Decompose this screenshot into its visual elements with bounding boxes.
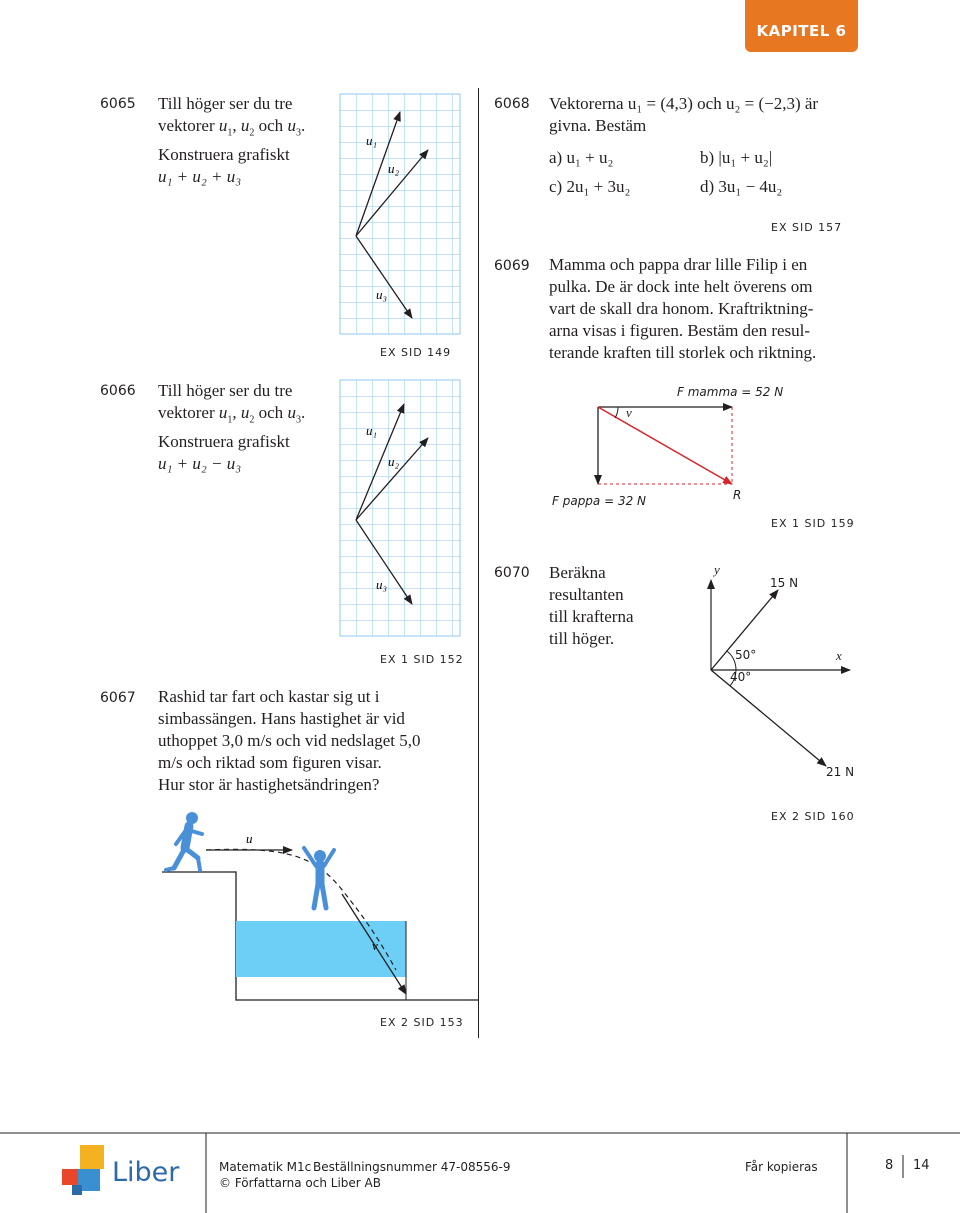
problem-number: 6069	[494, 258, 530, 274]
exercise-reference: EX SID 149	[380, 346, 452, 359]
force-21N-arrow	[711, 670, 826, 766]
logo-square-darkblue	[72, 1185, 82, 1195]
problem-text-line: Konstruera grafiskt	[158, 432, 290, 452]
subproblem-d: d) 3u₁ − 4u₂	[700, 177, 783, 196]
label-y-axis: y	[714, 562, 720, 577]
label-15N: 15 N	[770, 576, 799, 590]
label-x-axis: x	[836, 648, 842, 663]
grid-6065	[340, 94, 460, 334]
problem-text-line: Vektorerna u₁ = (4,3) och u₂ = (−2,3) är	[549, 94, 819, 113]
problem-text-line: arna visas i figuren. Bestäm den resul-	[549, 321, 811, 340]
label-v: v	[372, 938, 378, 953]
logo-square-yellow	[80, 1145, 104, 1169]
problem-text-line: Mamma och pappa drar lille Filip i en	[549, 255, 808, 274]
problem-text-line: Rashid tar fart och kastar sig ut i	[158, 687, 380, 706]
label-u: u	[246, 831, 253, 846]
problem-text-line: simbassängen. Hans hastighet är vid	[158, 709, 405, 728]
subproblem-c: c) 2u₁ + 3u₂	[549, 177, 631, 196]
subproblem-b: b) |u₁ + u₂|	[700, 148, 773, 167]
problem-text-line: till krafterna	[549, 607, 634, 626]
exercise-reference: EX 1 SID 159	[771, 517, 855, 530]
label-21N: 21 N	[826, 765, 855, 779]
jumper-figure	[304, 848, 334, 908]
problem-text-line: Till höger ser du tre	[158, 381, 293, 400]
problem-text-line: resultanten	[549, 585, 624, 604]
label-R: R	[733, 488, 742, 502]
problem-number: 6070	[494, 565, 530, 581]
logo-square-red	[62, 1169, 78, 1185]
page-number: 14	[913, 1158, 930, 1173]
problem-number: 6066	[100, 383, 136, 399]
problem-number: 6065	[100, 96, 136, 112]
problem-text-line: givna. Bestäm	[549, 116, 647, 135]
problem-text-line: Till höger ser du tre	[158, 94, 293, 113]
problem-text-line: vektorer $u_1$, $u_2$ och $u_3$.	[158, 116, 306, 139]
exercise-reference: EX 2 SID 153	[380, 1016, 464, 1029]
label-v: v	[626, 405, 632, 420]
label-u1: u₁	[366, 423, 378, 438]
problem-expression: u₁ + u₂ + u₃	[158, 167, 242, 187]
angle-label-50: 50°	[735, 648, 757, 662]
label-u1: u₁	[366, 133, 378, 148]
exercise-reference: EX 1 SID 152	[380, 653, 464, 666]
problem-text-line: vart de skall dra honom. Kraftriktning-	[549, 299, 814, 318]
grid-6066	[340, 380, 460, 636]
book-title: Matematik M1c	[219, 1160, 312, 1174]
problem-text-line: terande kraften till storlek och riktning.	[549, 343, 817, 362]
copy-note: Får kopieras	[745, 1160, 818, 1174]
subproblem-a: a) u₁ + u₂	[549, 148, 614, 167]
pool-water	[236, 921, 406, 977]
label-u3: u₃	[376, 577, 388, 592]
order-number: Beställningsnummer 47-08556-9	[313, 1160, 511, 1174]
problem-text-line: m/s och riktad som figuren visar.	[158, 753, 382, 772]
problem-text-line: Konstruera grafiskt	[158, 145, 290, 165]
label-u3: u₃	[376, 287, 388, 302]
chapter-page-number: 8	[885, 1158, 894, 1173]
exercise-reference: EX 2 SID 160	[771, 810, 855, 823]
exercise-reference: EX SID 157	[771, 221, 843, 234]
problem-number: 6067	[100, 690, 136, 706]
publisher-name: Liber	[112, 1157, 180, 1188]
angle-label-40: 40°	[730, 670, 752, 684]
problem-text-line: Hur stor är hastighetsändringen?	[158, 775, 380, 794]
chapter-label: KAPITEL 6	[756, 22, 847, 40]
runner-figure	[166, 812, 202, 870]
problem-text-line: pulka. De är dock inte helt överens om	[549, 277, 813, 296]
problem-number: 6068	[494, 96, 530, 112]
label-u2: u₂	[388, 454, 400, 469]
problem-text-line: vektorer $u_1$, $u_2$ och $u_3$.	[158, 403, 306, 426]
label-f-pappa: F pappa = 32 N	[552, 494, 647, 508]
problem-text-line: uthoppet 3,0 m/s och vid nedslaget 5,0	[158, 731, 421, 750]
label-f-mamma: F mamma = 52 N	[677, 385, 784, 399]
problem-text-line: Beräkna	[549, 563, 606, 582]
resultant-arrow	[598, 407, 732, 484]
copyright: © Författarna och Liber AB	[219, 1176, 381, 1190]
liber-logo	[62, 1145, 202, 1200]
angle-arc	[615, 407, 618, 418]
label-u2: u₂	[388, 161, 400, 176]
problem-expression: u₁ + u₂ − u₃	[158, 454, 242, 474]
problem-text-line: till höger.	[549, 629, 615, 648]
